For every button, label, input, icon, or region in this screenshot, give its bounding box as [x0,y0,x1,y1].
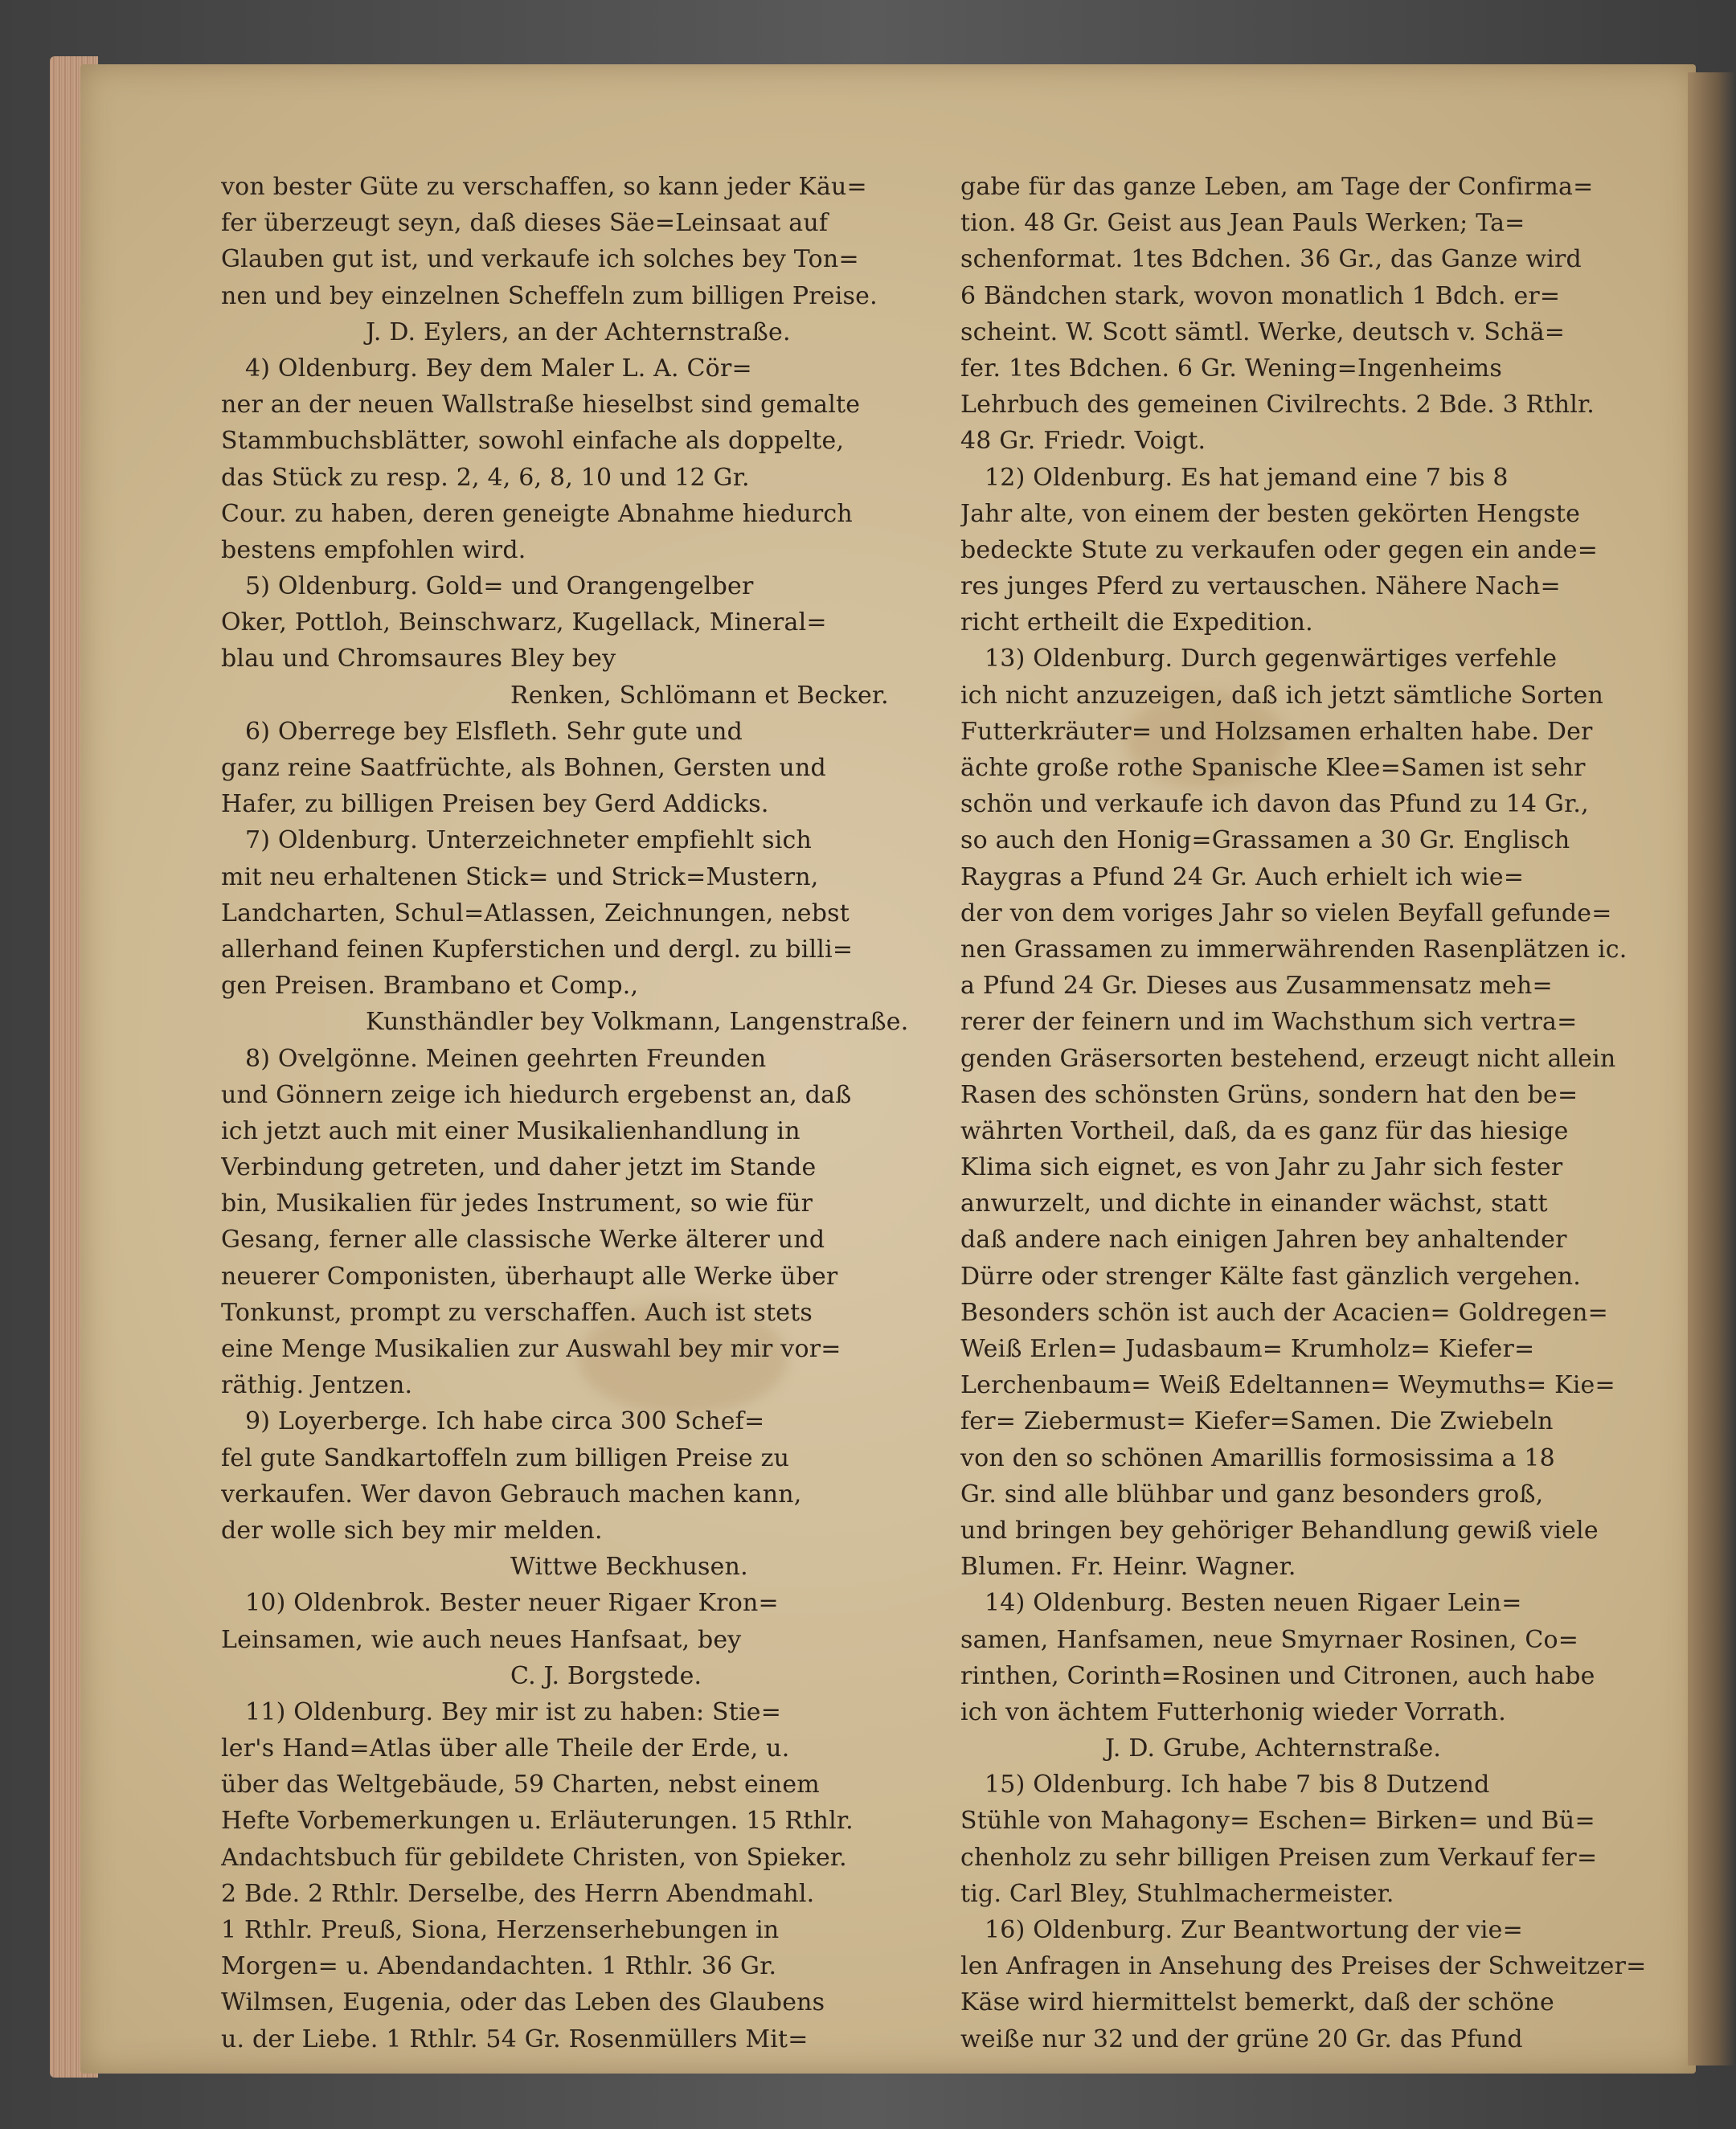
text-line: daß andere nach einigen Jahren bey anhaltender [960,1226,1567,1255]
text-line: Glauben gut ist, und verkaufe ich solches bey Ton= [221,245,859,274]
text-line: der wolle sich bey mir melden. [221,1516,603,1545]
text-line: 12) Oldenburg. Es hat jemand eine 7 bis 8 [985,463,1509,492]
text-line: Landcharten, Schul=Atlassen, Zeichnungen, nebst [221,899,850,927]
text-line: ich von ächtem Futterhonig wieder Vorrath. [960,1697,1507,1726]
text-line: so auch den Honig=Grassamen a 30 Gr. Englisch [960,826,1570,855]
binding-gutter [1688,72,1736,2066]
text-line: Klima sich eignet, es von Jahr zu Jahr sich fester [960,1153,1563,1182]
text-line: Futterkräuter= und Holzsamen erhalten habe. Der [960,717,1593,746]
text-line: der von dem voriges Jahr so vielen Beyfall gefunde= [960,899,1612,927]
text-line: nen Grassamen zu immerwährenden Rasenplätzen ic. [960,935,1628,964]
text-line: rerer der feinern und im Wachsthum sich vertra= [960,1008,1578,1037]
text-line: Gr. sind alle blühbar und ganz besonders groß, [960,1480,1544,1509]
text-line: Wittwe Beckhusen. [510,1553,748,1582]
text-line: Hafer, zu billigen Preisen bey Gerd Addicks. [221,790,769,819]
text-line: Käse wird hiermittelst bemerkt, daß der schöne [960,1988,1554,2017]
text-line: fel gute Sandkartoffeln zum billigen Preise zu [221,1443,790,1472]
text-line: Lerchenbaum= Weiß Edeltannen= Weymuths= Kie= [960,1371,1615,1400]
text-line: Cour. zu haben, deren geneigte Abnahme hiedurch [221,499,853,528]
text-line: Stammbuchsblätter, sowohl einfache als doppelte, [221,427,845,456]
text-line: chenholz zu sehr billigen Preisen zum Verkauf fer= [960,1843,1598,1872]
text-line: 14) Oldenburg. Besten neuen Rigaer Lein= [985,1589,1522,1618]
text-line: Weiß Erlen= Judasbaum= Krumholz= Kiefer= [960,1335,1535,1363]
text-line: Blumen. Fr. Heinr. Wagner. [960,1553,1296,1582]
text-line: 15) Oldenburg. Ich habe 7 bis 8 Dutzend [985,1771,1490,1799]
text-line: und bringen bey gehöriger Behandlung gewiß viele [960,1516,1599,1545]
text-line: 5) Oldenburg. Gold= und Orangengelber [245,572,754,601]
text-line: gen Preisen. Brambano et Comp., [221,972,639,1001]
text-line: 16) Oldenburg. Zur Beantwortung der vie= [985,1916,1523,1944]
text-line: schenformat. 1tes Bdchen. 36 Gr., das Ganze wird [960,245,1582,274]
text-line: len Anfragen in Ansehung des Preises der Schweitzer= [960,1952,1647,1981]
text-line: J. D. Grube, Achternstraße. [1105,1734,1442,1763]
text-line: von bester Güte zu verschaffen, so kann jeder Käu= [221,173,867,201]
text-line: 7) Oldenburg. Unterzeichneter empfiehlt sich [245,826,813,855]
text-line: ler's Hand=Atlas über alle Theile der Erde, u. [221,1734,790,1763]
text-line: das Stück zu resp. 2, 4, 6, 8, 10 und 12 Gr. [221,463,750,492]
text-line: eine Menge Musikalien zur Auswahl bey mir vor= [221,1335,841,1363]
text-line: scheint. W. Scott sämtl. Werke, deutsch v. Schä= [960,317,1566,346]
text-line: bin, Musikalien für jedes Instrument, so wie für [221,1189,813,1218]
text-line: von den so schönen Amarillis formosissima a 18 [960,1443,1555,1472]
text-line: weiße nur 32 und der grüne 20 Gr. das Pfund [960,2025,1523,2053]
text-line: anwurzelt, und dichte in einander wächst, statt [960,1189,1548,1218]
text-line: allerhand feinen Kupferstichen und dergl. zu billi= [221,935,854,964]
right-column [960,169,1688,2057]
text-line: richt ertheilt die Expedition. [960,608,1313,637]
text-line: Tonkunst, prompt zu verschaffen. Auch ist stets [221,1298,813,1327]
text-line: u. der Liebe. 1 Rthlr. 54 Gr. Rosenmüllers Mit= [221,2025,809,2053]
text-line: C. J. Borgstede. [510,1661,702,1690]
text-line: schön und verkaufe ich davon das Pfund zu 14 Gr., [960,790,1589,819]
text-line: 6) Oberrege bey Elsfleth. Sehr gute und [245,717,743,746]
text-line: blau und Chromsaures Bley bey [221,645,616,674]
text-line: währten Vortheil, daß, da es ganz für das hiesige [960,1116,1569,1145]
text-line: 13) Oldenburg. Durch gegenwärtiges verfehle [985,645,1558,674]
text-line: 2 Bde. 2 Rthlr. Derselbe, des Herrn Abendmahl. [221,1879,815,1908]
text-line: 9) Loyerberge. Ich habe circa 300 Schef= [245,1407,765,1436]
text-line: bedeckte Stute zu verkaufen oder gegen ein ande= [960,535,1599,564]
text-line: Oker, Pottloh, Beinschwarz, Kugellack, Mineral= [221,608,827,637]
text-line: Leinsamen, wie auch neues Hanfsaat, bey [221,1625,742,1654]
text-line: Kunsthändler bey Volkmann, Langenstraße. [366,1008,909,1037]
text-line: Stühle von Mahagony= Eschen= Birken= und Bü= [960,1807,1595,1836]
text-line: Rasen des schönsten Grüns, sondern hat den be= [960,1080,1578,1109]
text-line: Wilmsen, Eugenia, oder das Leben des Glaubens [221,1988,825,2017]
text-line: fer. 1tes Bdchen. 6 Gr. Wening=Ingenheims [960,354,1502,383]
text-line: Jahr alte, von einem der besten gekörten Hengste [960,499,1581,528]
text-line: res junges Pferd zu vertauschen. Nähere Nach= [960,572,1561,601]
text-line: Raygras a Pfund 24 Gr. Auch erhielt ich wie= [960,862,1525,891]
text-line: Gesang, ferner alle classische Werke älterer und [221,1226,825,1255]
text-line: 8) Ovelgönne. Meinen geehrten Freunden [245,1044,767,1073]
text-line: Andachtsbuch für gebildete Christen, von Spieker. [221,1843,847,1872]
text-line: Verbindung getreten, und daher jetzt im Stande [221,1153,817,1182]
text-line: genden Gräsersorten bestehend, erzeugt nicht allein [960,1044,1616,1073]
text-line: samen, Hanfsamen, neue Smyrnaer Rosinen, Co= [960,1625,1579,1654]
text-line: rinthen, Corinth=Rosinen und Citronen, auch habe [960,1661,1595,1690]
text-line: 1 Rthlr. Preuß, Siona, Herzenserhebungen in [221,1916,780,1944]
text-line: ganz reine Saatfrüchte, als Bohnen, Gersten und [221,754,826,782]
text-line: ich nicht anzuzeigen, daß ich jetzt sämtliche Sorten [960,681,1604,710]
text-line: tion. 48 Gr. Geist aus Jean Pauls Werken; Ta= [960,209,1525,238]
text-line: neuerer Componisten, überhaupt alle Werke über [221,1262,838,1291]
text-line: tig. Carl Bley, Stuhlmachermeister. [960,1879,1394,1908]
text-line: gabe für das ganze Leben, am Tage der Confirma= [960,173,1594,201]
text-line: Renken, Schlömann et Becker. [510,681,889,710]
text-line: a Pfund 24 Gr. Dieses aus Zusammensatz meh= [960,972,1553,1001]
text-line: ächte große rothe Spanische Klee=Samen ist sehr [960,754,1586,782]
text-line: Dürre oder strenger Kälte fast gänzlich vergehen. [960,1262,1581,1291]
text-line: Lehrbuch des gemeinen Civilrechts. 2 Bde. 3 Rthlr. [960,391,1595,420]
text-line: Besonders schön ist auch der Acacien= Goldregen= [960,1298,1608,1327]
text-line: fer überzeugt seyn, daß dieses Säe=Leinsaat auf [221,209,829,238]
text-line: Morgen= u. Abendandachten. 1 Rthlr. 36 Gr. [221,1952,777,1981]
text-line: 10) Oldenbrok. Bester neuer Rigaer Kron= [245,1589,779,1618]
text-line: 48 Gr. Friedr. Voigt. [960,427,1206,456]
text-line: J. D. Eylers, an der Achternstraße. [366,317,791,346]
text-line: und Gönnern zeige ich hiedurch ergebenst an, daß [221,1080,852,1109]
text-line: ner an der neuen Wallstraße hieselbst sind gemalte [221,391,861,420]
text-line: 11) Oldenburg. Bey mir ist zu haben: Stie= [245,1697,782,1726]
text-line: fer= Ziebermust= Kiefer=Samen. Die Zwiebeln [960,1407,1554,1436]
text-line: über das Weltgebäude, 59 Charten, nebst einem [221,1771,820,1799]
text-line: nen und bey einzelnen Scheffeln zum billigen Preise. [221,281,878,310]
text-line: verkaufen. Wer davon Gebrauch machen kann, [221,1480,802,1509]
text-line: mit neu erhaltenen Stick= und Strick=Mustern, [221,862,819,891]
left-column [221,169,948,2057]
text-line: räthig. Jentzen. [221,1371,413,1400]
text-line: 6 Bändchen stark, wovon monatlich 1 Bdch. er= [960,281,1561,310]
text-line: Hefte Vorbemerkungen u. Erläuterungen. 15 Rthlr. [221,1807,854,1836]
text-line: 4) Oldenburg. Bey dem Maler L. A. Cör= [245,354,752,383]
text-line: bestens empfohlen wird. [221,535,526,564]
text-line: ich jetzt auch mit einer Musikalienhandlung in [221,1116,800,1145]
